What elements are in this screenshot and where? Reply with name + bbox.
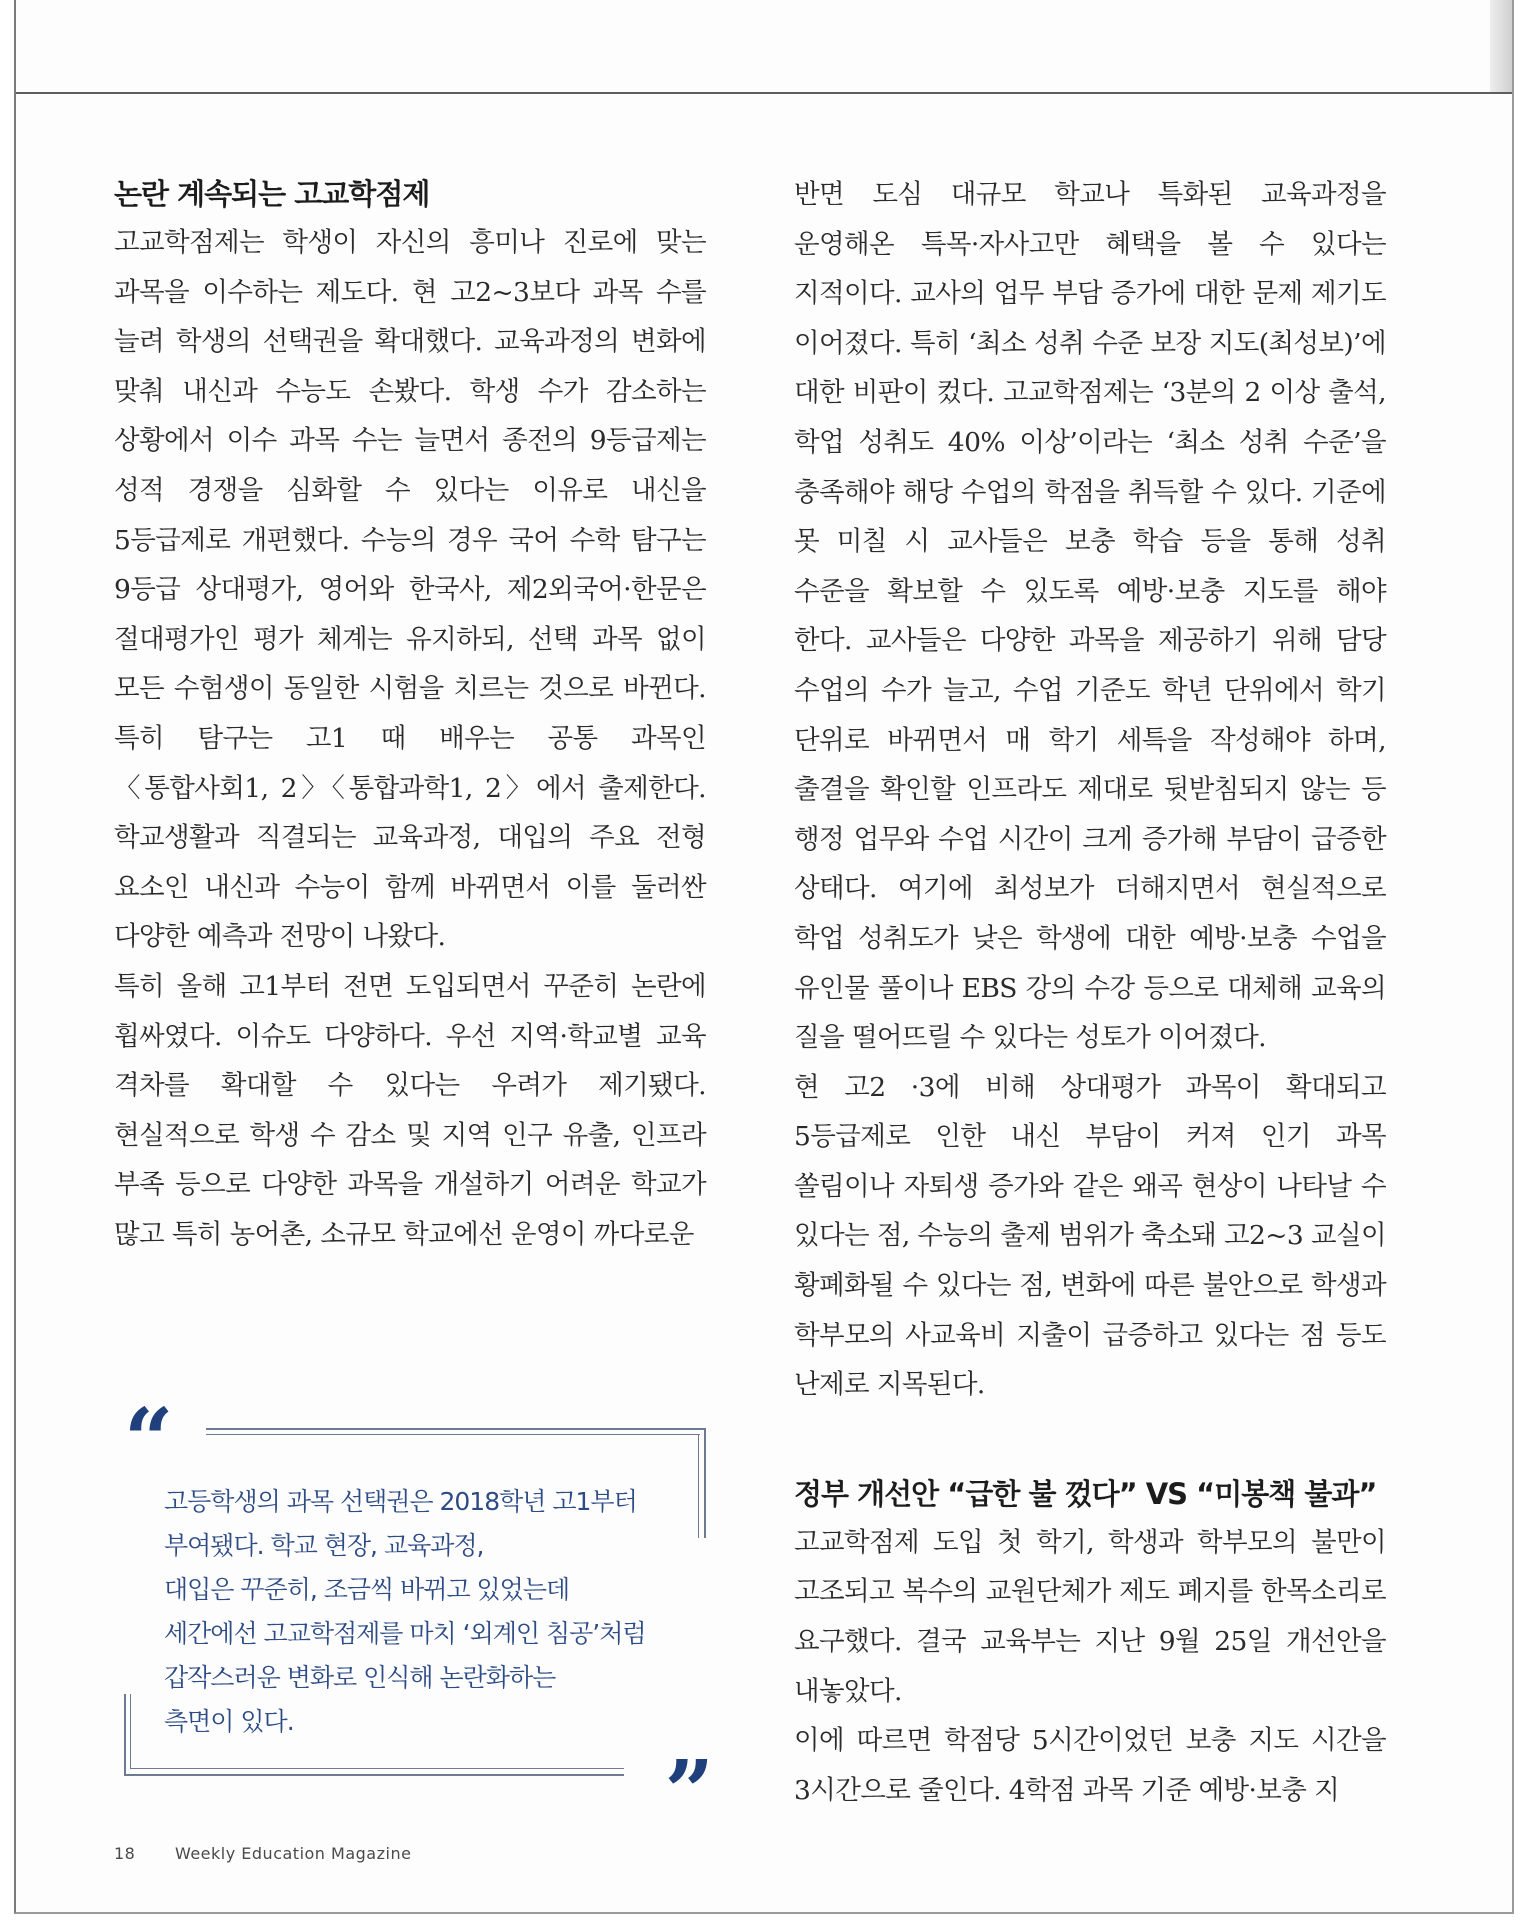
body-paragraph: 현 고2 ·3에 비해 상대평가 과목이 확대되고 5등급제로 인한 내신 부담이 커져 인기 과목 쏠림이나 자퇴생 증가와 같은 왜곡 현상이 나타날 수 있다는 점, 수능의 출제 범위가 축소돼 고2~3 교실이 황폐화될 수 있다는 점, 변화에 따른 불안으로 학생과 학부모의 사교육비 지출이 급증하고 있다는 점 등도 난제로 지목된다. xyxy=(794,1071,1386,1401)
page-number: 18 xyxy=(114,1844,136,1863)
quote-frame-line xyxy=(206,1428,706,1430)
pull-quote-line: 세간에선 고교학점제를 마치 ‘외계인 침공’처럼 xyxy=(164,1619,646,1648)
pull-quote-line: 부여됐다. 학교 현장, 교육과정, xyxy=(164,1531,484,1560)
pull-quote-line: 대입은 꾸준히, 조금씩 바뀌고 있었는데 xyxy=(164,1575,570,1604)
page-footer xyxy=(114,1844,411,1863)
left-column xyxy=(114,170,706,1259)
body-paragraph: 고교학점제는 학생이 자신의 흥미나 진로에 맞는 과목을 이수하는 제도다. 현 고2~3보다 과목 수를 늘려 학생의 선택권을 확대했다. 교육과정의 변화에 맞춰 내신과 수능도 손봤다. 학생 수가 감소하는 상황에서 이수 과목 수는 늘면서 종전의 9등급제는 성적 경쟁을 심화할 수 있다는 이유로 내신을 5등급제로 개편했다. 수능의 경우 국어 수학 탐구는 9등급 상대평가, 영어와 한국사, 제2외국어·한문은 절대평가인 평가 체계는 유지하되, 선택 과목 없이 모든 수험생이 동일한 시험을 치르는 것으로 바뀐다. 특히 탐구는 고1 때 배우는 공통 과목인 〈통합사회1, 2〉〈통합과학1, 2〉에서 출제한다. 학교생활과 직결되는 교육과정, 대입의 주요 전형 요소인 내신과 수능이 함께 바뀌면서 이를 둘러싼 다양한 예측과 전망이 나왔다. xyxy=(114,227,706,953)
section-heading: 논란 계속되는 고교학점제 xyxy=(114,177,430,211)
body-paragraph: 고교학점제 도입 첫 학기, 학생과 학부모의 불만이 고조되고 복수의 교원단체가 제도 폐지를 한목소리로 요구했다. 결국 교육부는 지난 9월 25일 개선안을 내놓았다. xyxy=(794,1526,1386,1707)
header-band xyxy=(16,0,1512,94)
magazine-page xyxy=(14,0,1514,1914)
quote-frame-line xyxy=(124,1694,126,1774)
pull-quote-line: 갑작스러운 변화로 인식해 논란화하는 xyxy=(164,1663,556,1692)
right-column xyxy=(794,170,1386,1815)
body-paragraph: 특히 올해 고1부터 전면 도입되면서 꾸준히 논란에 휩싸였다. 이슈도 다양하다. 우선 지역·학교별 교육 격차를 확대할 수 있다는 우려가 제기됐다. 현실적으로 학생 수 감소 및 지역 인구 유출, 인프라 부족 등으로 다양한 과목을 개설하기 어려운 학교가 많고 특히 농어촌, 소규모 학교에선 운영이 까다로운 xyxy=(114,970,706,1250)
pull-quote-text xyxy=(164,1480,704,1744)
quote-frame-line xyxy=(206,1434,700,1435)
section-heading: 정부 개선안 “급한 불 껐다” VS “미봉책 불과” xyxy=(794,1476,1377,1511)
body-paragraph: 반면 도심 대규모 학교나 특화된 교육과정을 운영해온 특목·자사고만 혜택을 볼 수 있다는 지적이다. 교사의 업무 부담 증가에 대한 문제 제기도 이어졌다. 특히 ‘최소 성취 수준 보장 지도(최성보)’에 대한 비판이 컸다. 고교학점제는 ‘3분의 2 이상 출석, 학업 성취도 40% 이상’이라는 ‘최소 성취 수준’을 충족해야 해당 수업의 학점을 취득할 수 있다. 기준에 못 미칠 시 교사들은 보충 학습 등을 통해 성취 수준을 확보할 수 있도록 예방·보충 지도를 해야 한다. 교사들은 다양한 과목을 제공하기 위해 담당 수업의 수가 늘고, 수업 기준도 학년 단위에서 학기 단위로 바뀌면서 매 학기 세특을 작성해야 하며, 출결을 확인할 인프라도 제대로 뒷받침되지 않는 등 행정 업무와 수업 시간이 크게 증가해 부담이 급증한 상태다. 여기에 최성보가 더해지면서 현실적으로 학업 성취도가 낮은 학생에 대한 예방·보충 수업을 유인물 풀이나 EBS 강의 수강 등으로 대체해 교육의 질을 떨어뜨릴 수 있다는 성토가 이어졌다. xyxy=(794,179,1386,1054)
quote-frame-line xyxy=(124,1774,624,1776)
magazine-title: Weekly Education Magazine xyxy=(174,1844,412,1863)
quote-frame-line xyxy=(130,1694,131,1768)
quote-frame-line xyxy=(130,1768,624,1769)
open-quote-icon: “ xyxy=(124,1390,174,1491)
pull-quote xyxy=(124,1390,714,1843)
pull-quote-line: 고등학생의 과목 선택권은 2018학년 고1부터 xyxy=(164,1487,637,1516)
body-paragraph: 이에 따르면 학점당 5시간이었던 보충 지도 시간을 3시간으로 줄인다. 4학점 과목 기준 예방·보충 지 xyxy=(794,1725,1386,1806)
pull-quote-line: 측면이 있다. xyxy=(164,1707,294,1736)
close-quote-icon: ” xyxy=(664,1742,714,1843)
quote-frame-line xyxy=(704,1428,706,1538)
